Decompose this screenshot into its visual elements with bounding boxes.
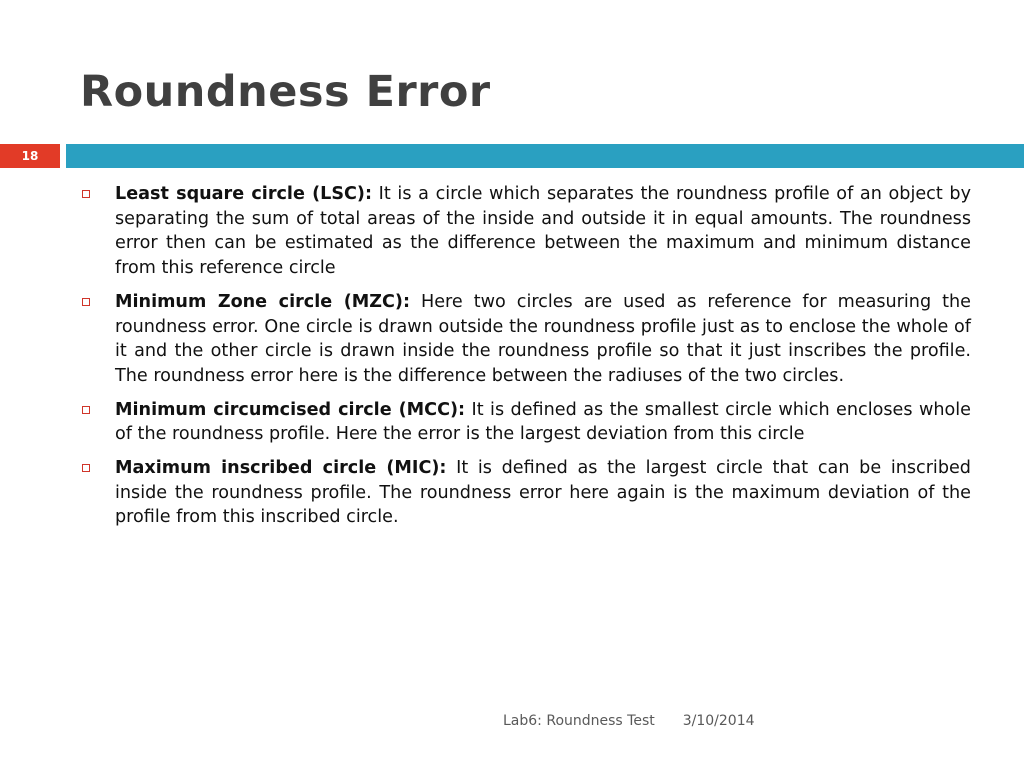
bullet-text: It is a circle which separates the roundness profile of an object by separating the sum of total areas of the inside and outside it in equal amounts. The roundness error then can be estimated as the difference between the maximum and minimum distance from this reference circle [115,184,971,279]
bullet-term: Minimum Zone circle (MZC): [115,291,410,312]
slide-footer [503,709,803,733]
bullet-item-mic [80,456,971,530]
bullet-item-mcc [80,398,971,447]
slide-number-badge: 18 [0,144,60,168]
slide-title: Roundness Error [80,67,491,117]
bullet-text: It is defined as the smallest circle which encloses whole of the roundness profile. Here the error is the largest deviation from this circle [115,399,971,445]
header-accent-bar [66,144,1024,168]
bullet-item-mzc [80,290,971,389]
bullet-term: Maximum inscribed circle (MIC): [115,458,447,479]
bullet-list [80,182,971,539]
bullet-text: Here two circles are used as reference for measuring the roundness error. One circle is drawn outside the roundness profile just as to enclose the whole of it and the other circle is drawn inside the roundness profile so that it just inscribes the profile. The roundness error here is the difference between the radiuses of the two circles. [115,291,971,386]
footer-date: 3/10/2014 [682,713,755,729]
bullet-text: It is defined as the largest circle that can be inscribed inside the roundness profile. The roundness error here again is the maximum deviation of the profile from this inscribed circle. [115,458,971,528]
bullet-term: Least square circle (LSC): [115,184,373,204]
square-bullet-icon [82,406,90,414]
square-bullet-icon [82,464,90,472]
square-bullet-icon [82,298,90,306]
footer-label: Lab6: Roundness Test [503,713,655,729]
square-bullet-icon [82,190,90,198]
bullet-term: Minimum circumcised circle (MCC): [115,399,466,420]
bullet-item-lsc [80,182,971,281]
